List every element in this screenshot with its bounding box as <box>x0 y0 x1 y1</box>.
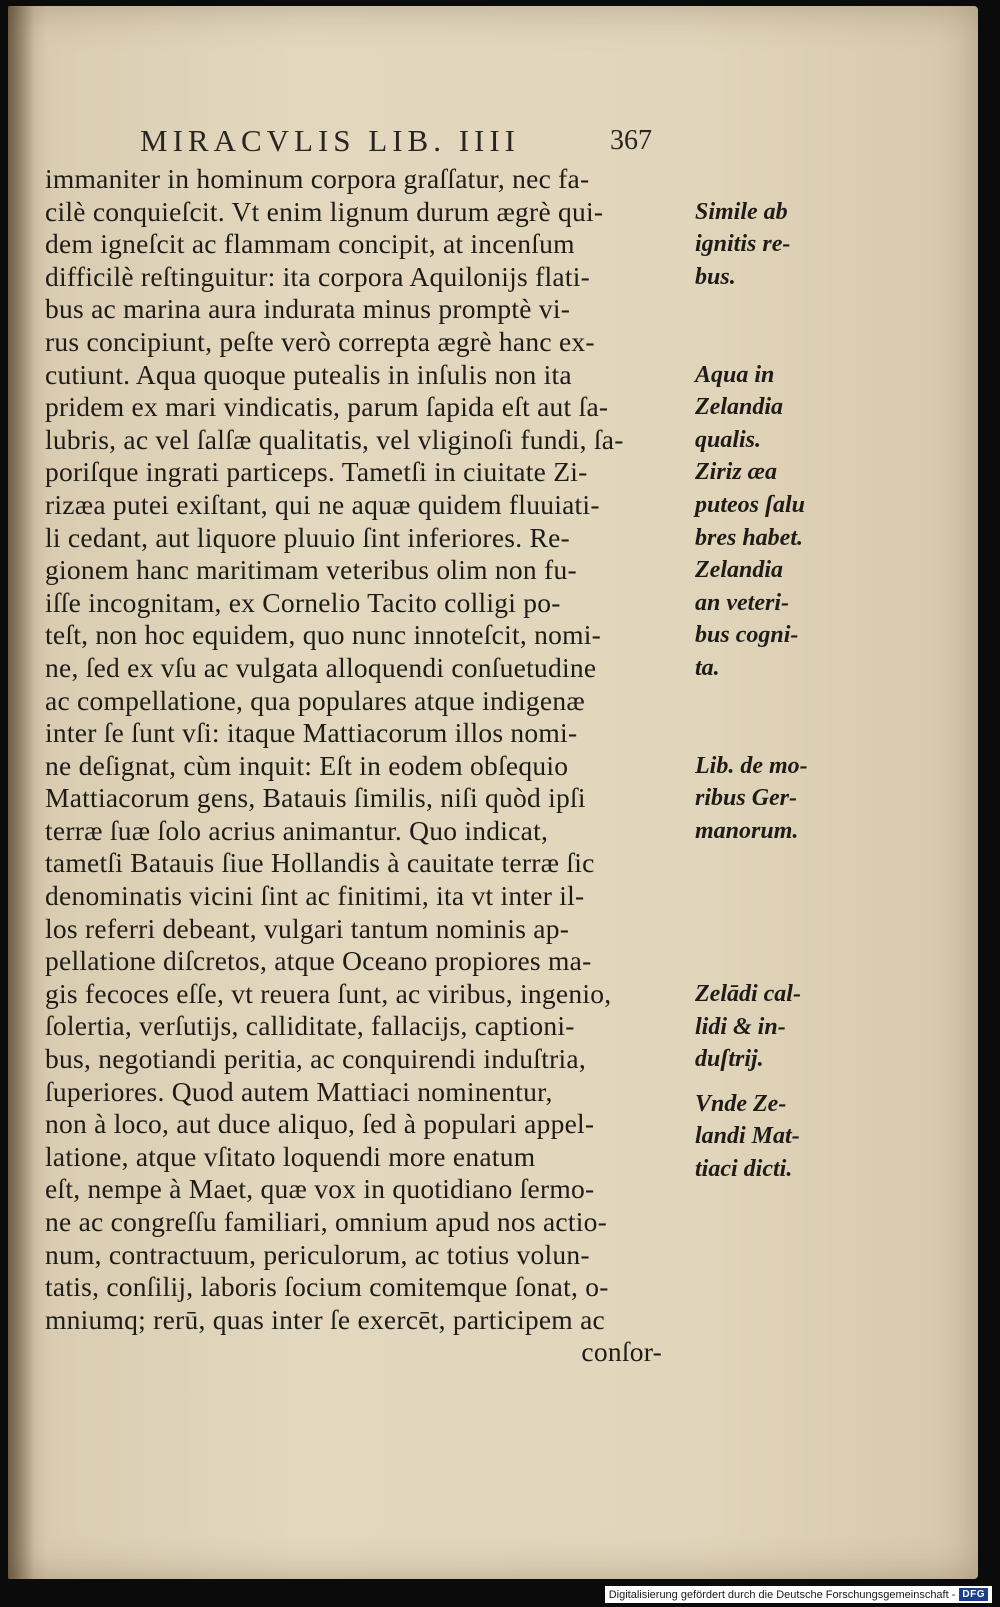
dfg-logo: DFG <box>959 1588 988 1601</box>
margin-note-line: tiaci dicti. <box>695 1155 793 1182</box>
text-line: ſolertia, verſutijs, calliditate, fallacijs, captioni- <box>45 1010 575 1042</box>
margin-note-line: puteos ſalu <box>695 491 806 518</box>
main-text-block <box>45 163 808 1369</box>
margin-note-line: Zelādi cal- <box>695 981 801 1007</box>
text-line: tatis, conſilij, laboris ſocium comitemque ſonat, o- <box>45 1271 609 1303</box>
margin-note-line: ribus Ger- <box>695 785 798 812</box>
margin-note-line: Vnde Ze- <box>695 1090 787 1117</box>
margin-note-line: Aqua in <box>695 361 775 388</box>
page-gutter-shadow <box>8 6 34 1579</box>
margin-note-line: bres habet. <box>695 524 803 551</box>
text-line: dem igneſcit ac flammam concipit, at incenſum <box>45 228 575 260</box>
text-line: gis fecoces eſſe, vt reuera ſunt, ac viribus, ingenio, <box>45 977 612 1009</box>
margin-note <box>695 1088 845 1186</box>
margin-note-line: qualis. <box>695 426 762 453</box>
margin-note-line: an veteri- <box>695 589 789 616</box>
text-line: Mattiacorum gens, Batauis ſimilis, niſi quòd ipſi <box>45 782 586 814</box>
margin-note <box>695 750 845 848</box>
text-line: immaniter in hominum corpora graſſatur, nec fa- <box>45 163 590 194</box>
text-line: ne ac congreſſu familiari, omnium apud nos actio- <box>45 1206 608 1237</box>
running-title: MIRACVLIS LIB. IIII <box>140 123 520 158</box>
margin-note-line: Zelandia <box>695 557 783 584</box>
margin-note <box>695 978 845 1076</box>
text-line: rizæa putei exiſtant, qui ne aquæ quidem fluuiati- <box>45 488 600 520</box>
text-line: terræ ſuæ ſolo acrius animantur. Quo indicat, <box>45 814 549 846</box>
margin-note-line: Ziriz æa <box>695 459 778 486</box>
margin-note-line: bus. <box>695 263 736 290</box>
text-line: eſt, nempe à Maet, quæ vox in quotidiano ſermo- <box>45 1173 595 1205</box>
text-line: denominatis vicini ſint ac finitimi, ita vt inter il- <box>45 880 585 912</box>
text-line: ac compellatione, qua populares atque indigenæ <box>45 684 585 716</box>
margin-note-line: bus cogni- <box>695 622 799 649</box>
text-line: cilè conquieſcit. Vt enim lignum durum ægrè qui- <box>45 195 604 227</box>
text-line: mniumq; rerū, quas inter ſe exercēt, participem ac <box>45 1303 605 1335</box>
text-line: rus concipiunt, peſte verò correpta ægrè hanc ex- <box>45 325 595 357</box>
margin-note-line: ta. <box>695 654 720 681</box>
text-line: bus, negotiandi peritia, ac conquirendi induſtria, <box>45 1043 586 1075</box>
text-line: latione, atque vſitato loquendi more enatum <box>45 1140 536 1172</box>
text-line: non à loco, aut duce aliquo, ſed à populari appel- <box>45 1108 595 1140</box>
margin-note-line: ignitis re- <box>695 231 791 258</box>
margin-note <box>695 359 845 457</box>
text-line: difficilè reſtinguitur: ita corpora Aquilonijs flati- <box>45 260 591 292</box>
text-line: ne deſignat, cùm inquit: Eſt in eodem obſequio <box>45 749 569 781</box>
text-line: li cedant, aut liquore pluuio ſint inferiores. Re- <box>45 521 570 553</box>
text-line: num, contractuum, periculorum, ac totius volun- <box>45 1238 590 1270</box>
margin-note-line: Lib. de mo- <box>695 752 808 779</box>
margin-note-line: landi Mat- <box>695 1123 800 1150</box>
digitization-credit <box>605 1586 992 1603</box>
text-line: lubris, ac vel ſalſæ qualitatis, vel vliginoſi fundi, ſa- <box>45 423 624 455</box>
page-number: 367 <box>610 125 652 156</box>
text-line: los referri debeant, vulgari tantum nominis ap- <box>45 912 570 944</box>
text-line: teſt, non hoc equidem, quo nunc innoteſcit, nomi- <box>45 619 602 651</box>
text-line: pellatione diſcretos, atque Oceano propiores ma- <box>45 945 592 977</box>
text-line: tametſi Batauis ſiue Hollandis à cauitate terræ ſic <box>45 847 595 879</box>
margin-note <box>695 554 845 684</box>
marginal-notes <box>695 163 845 1563</box>
margin-note-line: lidi & in- <box>695 1013 786 1040</box>
book-page <box>8 6 978 1579</box>
margin-note-line: manorum. <box>695 817 799 844</box>
text-line: inter ſe ſunt vſi: itaque Mattiacorum illos nomi- <box>45 717 578 749</box>
margin-note-line: Simile ab <box>695 198 788 225</box>
text-line: iſſe incognitam, ex Cornelio Tacito colligi po- <box>45 586 561 618</box>
text-line: ne, ſed ex vſu ac vulgata alloquendi conſuetudine <box>45 651 597 683</box>
text-line: gionem hanc maritimam veteribus olim non fu- <box>45 554 577 586</box>
catchword: conſor- <box>581 1336 662 1368</box>
text-line: bus ac marina aura indurata minus promptè vi- <box>45 293 571 325</box>
margin-note-line: duſtrij. <box>695 1046 764 1073</box>
margin-note <box>695 456 845 554</box>
page-header <box>140 123 680 163</box>
margin-note-line: Zelandia <box>695 394 783 421</box>
text-line: pridem ex mari vindicatis, parum ſapida eſt aut ſa- <box>45 391 609 423</box>
margin-note <box>695 196 845 294</box>
text-line: ſuperiores. Quod autem Mattiaci nominentur, <box>45 1075 553 1107</box>
text-line: cutiunt. Aqua quoque putealis in inſulis non ita <box>45 358 572 390</box>
digitization-credit-text: Digitalisierung gefördert durch die Deutsche Forschungsgemeinschaft - <box>608 1588 956 1601</box>
text-line: poriſque ingrati particeps. Tametſi in ciuitate Zi- <box>45 456 588 488</box>
